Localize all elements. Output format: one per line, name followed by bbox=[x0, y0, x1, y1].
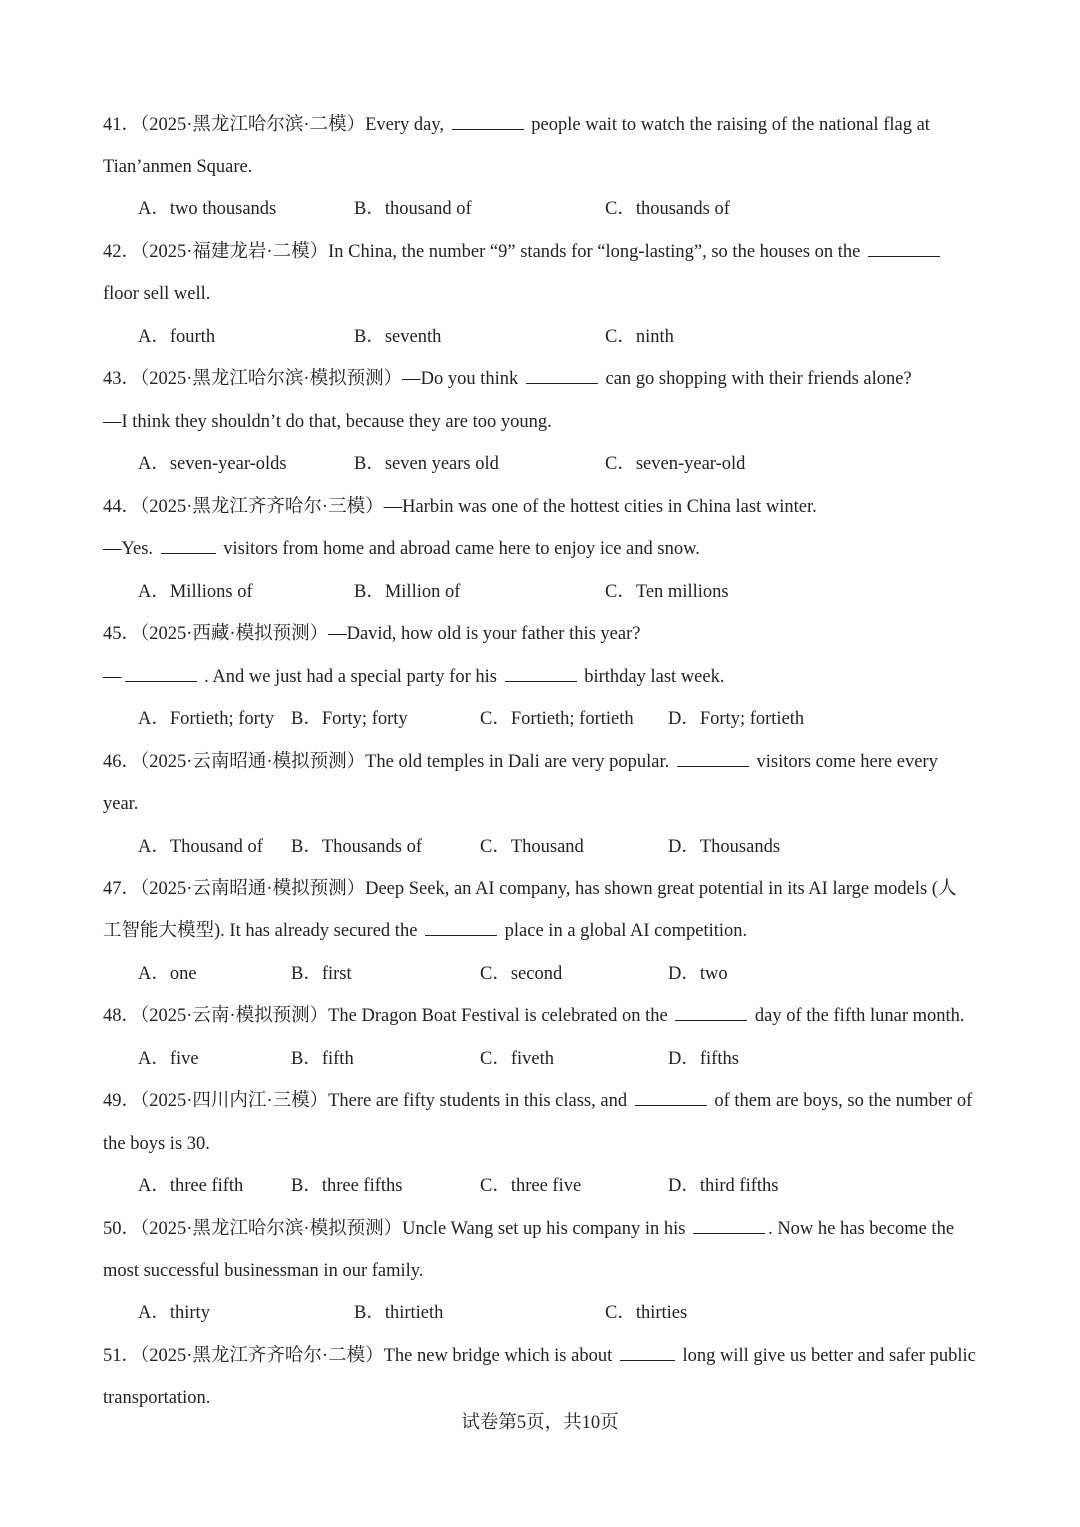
option-d[interactable]: D．third fifths bbox=[668, 1176, 779, 1196]
option-a[interactable]: A．one bbox=[138, 964, 197, 984]
answer-blank bbox=[125, 666, 197, 682]
question-45: 45．（2025·西藏·模拟预测）—David, how old is your father this year? bbox=[103, 624, 641, 644]
option-c[interactable]: C．second bbox=[480, 964, 563, 984]
option-a[interactable]: A．Thousand of bbox=[138, 837, 263, 857]
option-b[interactable]: B．seventh bbox=[354, 327, 442, 347]
answer-blank bbox=[677, 751, 749, 767]
option-c[interactable]: C．thousands of bbox=[605, 199, 730, 219]
answer-blank bbox=[425, 920, 497, 936]
answer-blank bbox=[452, 114, 524, 130]
answer-blank bbox=[868, 241, 940, 257]
answer-blank bbox=[526, 368, 598, 384]
question-50-line2: most successful businessman in our family. bbox=[103, 1261, 424, 1281]
question-47-line2: 工智能大模型). It has already secured the place in a global AI competition. bbox=[103, 921, 748, 941]
question-45-line2: — . And we just had a special party for his birthday last week. bbox=[103, 667, 725, 687]
option-c[interactable]: C．Fortieth; fortieth bbox=[480, 709, 634, 729]
question-44-line2: —Yes. visitors from home and abroad came here to enjoy ice and snow. bbox=[103, 539, 700, 559]
question-46-line2: year. bbox=[103, 794, 139, 814]
option-c[interactable]: C．Ten millions bbox=[605, 582, 729, 602]
option-b[interactable]: B．Thousands of bbox=[291, 837, 423, 857]
option-b[interactable]: B．thousand of bbox=[354, 199, 472, 219]
option-a[interactable]: A．seven-year-olds bbox=[138, 454, 287, 474]
answer-blank bbox=[675, 1005, 747, 1021]
question-46: 46．（2025·云南昭通·模拟预测）The old temples in Dali are very popular. visitors come here every bbox=[103, 752, 938, 772]
question-51: 51．（2025·黑龙江齐齐哈尔·二模）The new bridge which is about long will give us better and safer public bbox=[103, 1346, 976, 1366]
option-b[interactable]: B．seven years old bbox=[354, 454, 499, 474]
question-41: 41．（2025·黑龙江哈尔滨·二模）Every day, people wait to watch the raising of the national flag at bbox=[103, 115, 930, 135]
option-a[interactable]: A．Millions of bbox=[138, 582, 253, 602]
option-d[interactable]: D．Forty; fortieth bbox=[668, 709, 805, 729]
question-49: 49．（2025·四川内江·三模）There are fifty students in this class, and of them are boys, so the number of bbox=[103, 1091, 973, 1111]
option-c[interactable]: C．Thousand bbox=[480, 837, 584, 857]
answer-blank bbox=[620, 1345, 675, 1361]
answer-blank bbox=[505, 666, 577, 682]
option-a[interactable]: A．fourth bbox=[138, 327, 216, 347]
question-42-line2: floor sell well. bbox=[103, 284, 211, 304]
option-b[interactable]: B．Forty; forty bbox=[291, 709, 408, 729]
answer-blank bbox=[693, 1218, 765, 1234]
answer-blank bbox=[635, 1090, 707, 1106]
option-c[interactable]: C．fiveth bbox=[480, 1049, 554, 1069]
option-a[interactable]: A．thirty bbox=[138, 1303, 210, 1323]
option-a[interactable]: A．Fortieth; forty bbox=[138, 709, 275, 729]
question-48: 48．（2025·云南·模拟预测）The Dragon Boat Festival is celebrated on the day of the fifth lunar month. bbox=[103, 1006, 965, 1026]
option-c[interactable]: C．ninth bbox=[605, 327, 674, 347]
question-44: 44．（2025·黑龙江齐齐哈尔·三模）—Harbin was one of the hottest cities in China last winter. bbox=[103, 497, 817, 517]
option-b[interactable]: B．first bbox=[291, 964, 352, 984]
answer-blank bbox=[161, 538, 216, 554]
option-a[interactable]: A．five bbox=[138, 1049, 199, 1069]
option-a[interactable]: A．three fifth bbox=[138, 1176, 244, 1196]
option-c[interactable]: C．three five bbox=[480, 1176, 582, 1196]
question-43-line2: —I think they shouldn’t do that, because they are too young. bbox=[103, 412, 552, 432]
question-50: 50．（2025·黑龙江哈尔滨·模拟预测）Uncle Wang set up his company in his . Now he has become the bbox=[103, 1219, 955, 1239]
option-a[interactable]: A．two thousands bbox=[138, 199, 277, 219]
option-b[interactable]: B．fifth bbox=[291, 1049, 354, 1069]
question-47: 47．（2025·云南昭通·模拟预测）Deep Seek, an AI company, has shown great potential in its AI large models (人 bbox=[103, 879, 957, 899]
question-51-line2: transportation. bbox=[103, 1388, 211, 1408]
option-c[interactable]: C．thirties bbox=[605, 1303, 688, 1323]
option-d[interactable]: D．two bbox=[668, 964, 728, 984]
question-42: 42．（2025·福建龙岩·二模）In China, the number “9” stands for “long-lasting”, so the houses on the bbox=[103, 241, 943, 263]
option-d[interactable]: D．fifths bbox=[668, 1049, 739, 1069]
option-d[interactable]: D．Thousands bbox=[668, 837, 781, 857]
option-c[interactable]: C．seven-year-old bbox=[605, 454, 746, 474]
question-41-line2: Tian’anmen Square. bbox=[103, 157, 253, 177]
option-b[interactable]: B．thirtieth bbox=[354, 1303, 444, 1323]
question-43: 43．（2025·黑龙江哈尔滨·模拟预测）—Do you think can go shopping with their friends alone? bbox=[103, 369, 912, 389]
option-b[interactable]: B．three fifths bbox=[291, 1176, 403, 1196]
page-footer: 试卷第5页，共10页 bbox=[461, 1413, 619, 1433]
option-b[interactable]: B．Million of bbox=[354, 582, 461, 602]
question-49-line2: the boys is 30. bbox=[103, 1134, 210, 1154]
